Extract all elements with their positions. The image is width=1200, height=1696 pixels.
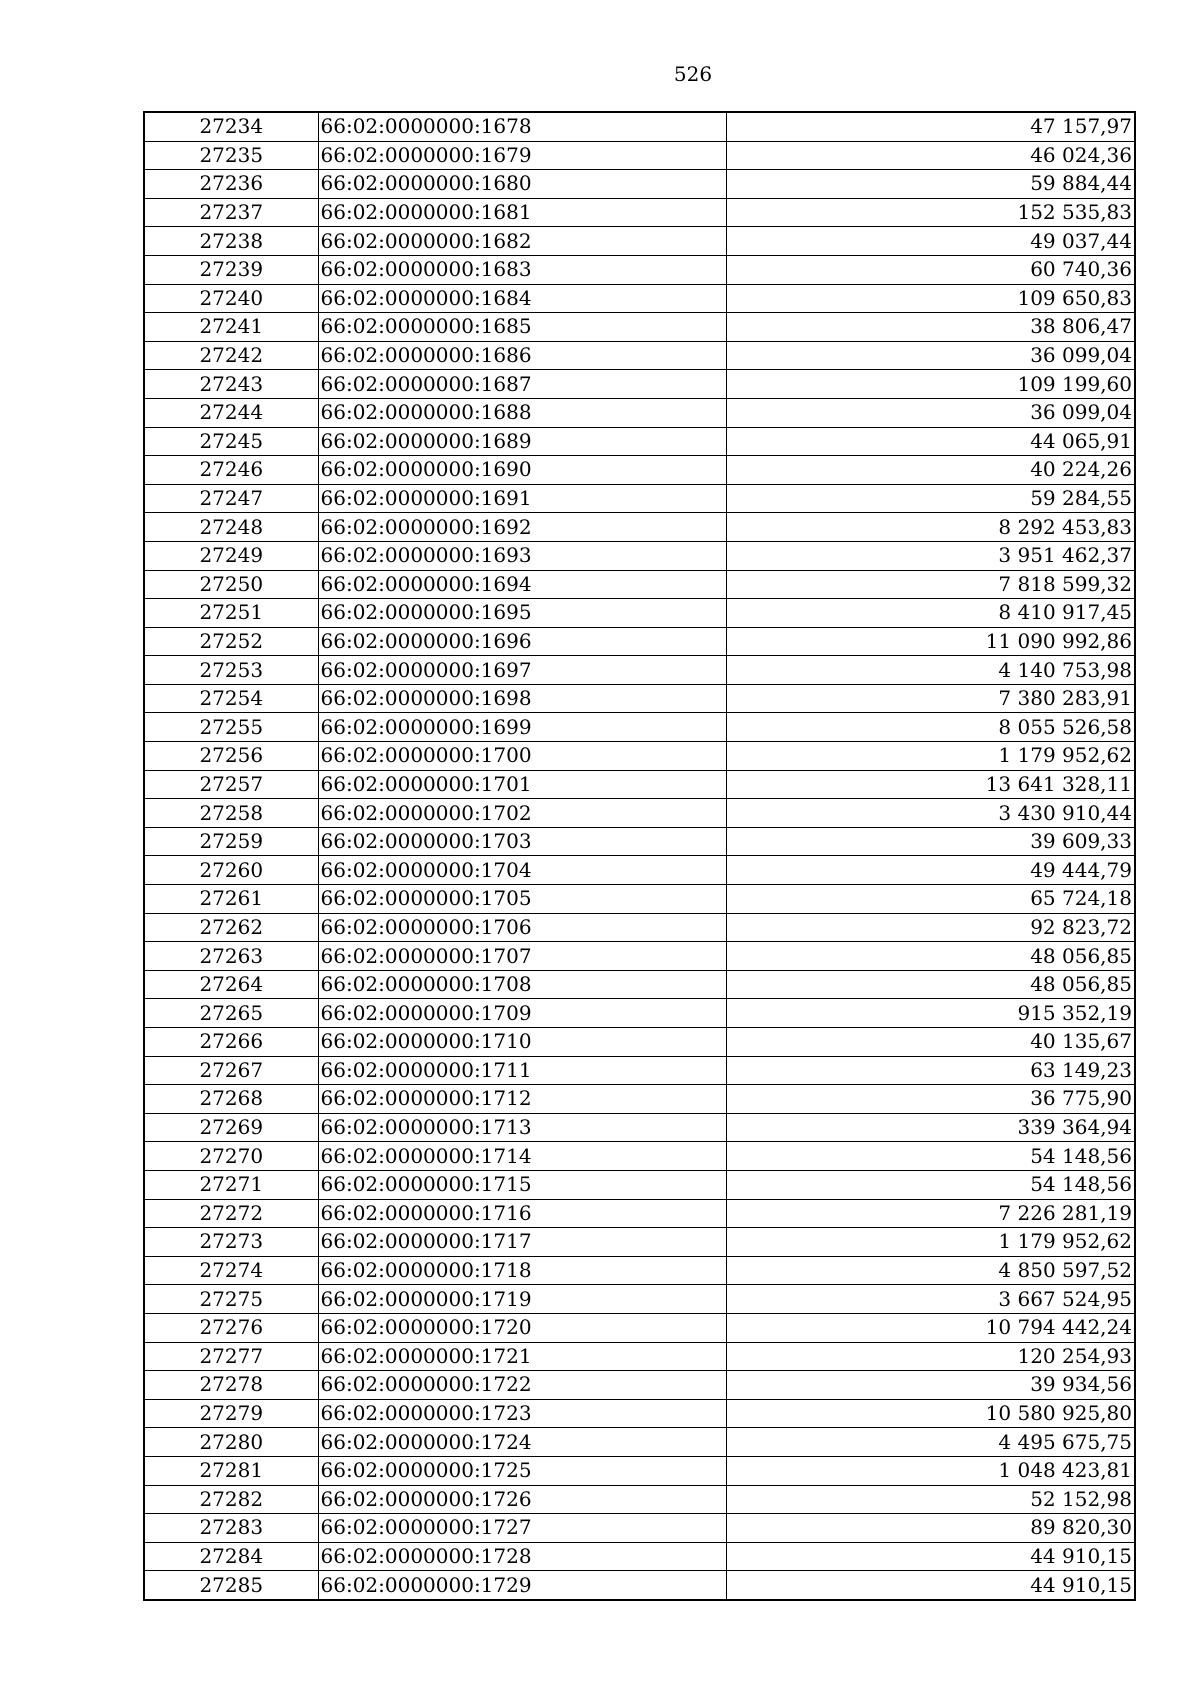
row-number-cell: 27252 — [144, 627, 318, 656]
cadastral-number-cell: 66:02:0000000:1717 — [318, 1228, 726, 1257]
table-row — [144, 370, 1135, 399]
value-cell: 40 224,26 — [726, 456, 1135, 485]
cadastral-number-cell: 66:02:0000000:1685 — [318, 313, 726, 342]
cadastral-number-cell: 66:02:0000000:1721 — [318, 1342, 726, 1371]
row-number-cell: 27235 — [144, 141, 318, 170]
cadastral-number-cell: 66:02:0000000:1681 — [318, 198, 726, 227]
cadastral-number-cell: 66:02:0000000:1689 — [318, 427, 726, 456]
cadastral-number-cell: 66:02:0000000:1712 — [318, 1085, 726, 1114]
table-row — [144, 1485, 1135, 1514]
value-cell: 60 740,36 — [726, 255, 1135, 284]
value-cell: 13 641 328,11 — [726, 770, 1135, 799]
table-row — [144, 112, 1135, 141]
row-number-cell: 27268 — [144, 1085, 318, 1114]
row-number-cell: 27265 — [144, 999, 318, 1028]
table-row — [144, 1256, 1135, 1285]
value-cell: 54 148,56 — [726, 1142, 1135, 1171]
value-cell: 109 199,60 — [726, 370, 1135, 399]
cadastral-number-cell: 66:02:0000000:1705 — [318, 885, 726, 914]
cadastral-number-cell: 66:02:0000000:1726 — [318, 1485, 726, 1514]
value-cell: 49 037,44 — [726, 227, 1135, 256]
value-cell: 8 292 453,83 — [726, 513, 1135, 542]
cadastral-number-cell: 66:02:0000000:1698 — [318, 684, 726, 713]
cadastral-number-cell: 66:02:0000000:1707 — [318, 942, 726, 971]
row-number-cell: 27269 — [144, 1113, 318, 1142]
cadastral-number-cell: 66:02:0000000:1704 — [318, 856, 726, 885]
table-row — [144, 313, 1135, 342]
value-cell: 36 775,90 — [726, 1085, 1135, 1114]
row-number-cell: 27262 — [144, 913, 318, 942]
table-row — [144, 942, 1135, 971]
value-cell: 39 934,56 — [726, 1371, 1135, 1400]
cadastral-number-cell: 66:02:0000000:1688 — [318, 398, 726, 427]
cadastral-number-cell: 66:02:0000000:1691 — [318, 484, 726, 513]
row-number-cell: 27264 — [144, 970, 318, 999]
value-cell: 48 056,85 — [726, 970, 1135, 999]
table-row — [144, 1542, 1135, 1571]
cadastral-number-cell: 66:02:0000000:1699 — [318, 713, 726, 742]
row-number-cell: 27253 — [144, 656, 318, 685]
cadastral-number-cell: 66:02:0000000:1720 — [318, 1313, 726, 1342]
table-row — [144, 1228, 1135, 1257]
value-cell: 36 099,04 — [726, 398, 1135, 427]
row-number-cell: 27263 — [144, 942, 318, 971]
cadastral-number-cell: 66:02:0000000:1701 — [318, 770, 726, 799]
row-number-cell: 27280 — [144, 1428, 318, 1457]
row-number-cell: 27274 — [144, 1256, 318, 1285]
table-row — [144, 827, 1135, 856]
value-cell: 63 149,23 — [726, 1056, 1135, 1085]
row-number-cell: 27237 — [144, 198, 318, 227]
cadastral-number-cell: 66:02:0000000:1724 — [318, 1428, 726, 1457]
table-row — [144, 541, 1135, 570]
table-row — [144, 427, 1135, 456]
row-number-cell: 27260 — [144, 856, 318, 885]
page-number: 526 — [673, 62, 713, 86]
table-row — [144, 1342, 1135, 1371]
cadastral-number-cell: 66:02:0000000:1708 — [318, 970, 726, 999]
cadastral-number-cell: 66:02:0000000:1713 — [318, 1113, 726, 1142]
table-row — [144, 1428, 1135, 1457]
value-cell: 49 444,79 — [726, 856, 1135, 885]
row-number-cell: 27243 — [144, 370, 318, 399]
row-number-cell: 27271 — [144, 1170, 318, 1199]
table-row — [144, 1113, 1135, 1142]
cadastral-number-cell: 66:02:0000000:1684 — [318, 284, 726, 313]
value-cell: 46 024,36 — [726, 141, 1135, 170]
row-number-cell: 27250 — [144, 570, 318, 599]
value-cell: 44 065,91 — [726, 427, 1135, 456]
row-number-cell: 27282 — [144, 1485, 318, 1514]
row-number-cell: 27277 — [144, 1342, 318, 1371]
row-number-cell: 27266 — [144, 1028, 318, 1057]
value-cell: 339 364,94 — [726, 1113, 1135, 1142]
row-number-cell: 27276 — [144, 1313, 318, 1342]
value-cell: 47 157,97 — [726, 112, 1135, 141]
cadastral-number-cell: 66:02:0000000:1703 — [318, 827, 726, 856]
cadastral-number-cell: 66:02:0000000:1723 — [318, 1399, 726, 1428]
table-row — [144, 1285, 1135, 1314]
row-number-cell: 27236 — [144, 170, 318, 199]
value-cell: 44 910,15 — [726, 1571, 1135, 1600]
value-cell: 48 056,85 — [726, 942, 1135, 971]
row-number-cell: 27259 — [144, 827, 318, 856]
value-cell: 38 806,47 — [726, 313, 1135, 342]
row-number-cell: 27242 — [144, 341, 318, 370]
row-number-cell: 27251 — [144, 599, 318, 628]
table-row — [144, 1399, 1135, 1428]
cadastral-number-cell: 66:02:0000000:1682 — [318, 227, 726, 256]
row-number-cell: 27281 — [144, 1456, 318, 1485]
row-number-cell: 27279 — [144, 1399, 318, 1428]
row-number-cell: 27255 — [144, 713, 318, 742]
value-cell: 7 380 283,91 — [726, 684, 1135, 713]
cadastral-number-cell: 66:02:0000000:1692 — [318, 513, 726, 542]
table-row — [144, 570, 1135, 599]
registry-table-body — [144, 112, 1135, 1600]
table-row — [144, 198, 1135, 227]
cadastral-number-cell: 66:02:0000000:1711 — [318, 1056, 726, 1085]
cadastral-number-cell: 66:02:0000000:1715 — [318, 1170, 726, 1199]
table-row — [144, 456, 1135, 485]
table-row — [144, 284, 1135, 313]
value-cell: 89 820,30 — [726, 1514, 1135, 1543]
value-cell: 36 099,04 — [726, 341, 1135, 370]
table-row — [144, 484, 1135, 513]
cadastral-number-cell: 66:02:0000000:1710 — [318, 1028, 726, 1057]
table-row — [144, 770, 1135, 799]
row-number-cell: 27238 — [144, 227, 318, 256]
table-row — [144, 227, 1135, 256]
value-cell: 52 152,98 — [726, 1485, 1135, 1514]
cadastral-number-cell: 66:02:0000000:1706 — [318, 913, 726, 942]
table-row — [144, 627, 1135, 656]
value-cell: 65 724,18 — [726, 885, 1135, 914]
row-number-cell: 27284 — [144, 1542, 318, 1571]
table-row — [144, 742, 1135, 771]
table-row — [144, 1199, 1135, 1228]
cadastral-number-cell: 66:02:0000000:1700 — [318, 742, 726, 771]
row-number-cell: 27256 — [144, 742, 318, 771]
table-row — [144, 1371, 1135, 1400]
table-row — [144, 970, 1135, 999]
row-number-cell: 27245 — [144, 427, 318, 456]
value-cell: 915 352,19 — [726, 999, 1135, 1028]
cadastral-number-cell: 66:02:0000000:1680 — [318, 170, 726, 199]
cadastral-number-cell: 66:02:0000000:1722 — [318, 1371, 726, 1400]
row-number-cell: 27258 — [144, 799, 318, 828]
cadastral-number-cell: 66:02:0000000:1728 — [318, 1542, 726, 1571]
row-number-cell: 27257 — [144, 770, 318, 799]
row-number-cell: 27261 — [144, 885, 318, 914]
table-row — [144, 799, 1135, 828]
row-number-cell: 27267 — [144, 1056, 318, 1085]
value-cell: 7 818 599,32 — [726, 570, 1135, 599]
cadastral-number-cell: 66:02:0000000:1687 — [318, 370, 726, 399]
table-row — [144, 1085, 1135, 1114]
value-cell: 4 495 675,75 — [726, 1428, 1135, 1457]
row-number-cell: 27285 — [144, 1571, 318, 1600]
registry-table — [143, 111, 1136, 1601]
value-cell: 152 535,83 — [726, 198, 1135, 227]
table-row — [144, 913, 1135, 942]
value-cell: 1 179 952,62 — [726, 1228, 1135, 1257]
row-number-cell: 27278 — [144, 1371, 318, 1400]
table-row — [144, 398, 1135, 427]
cadastral-number-cell: 66:02:0000000:1727 — [318, 1514, 726, 1543]
value-cell: 92 823,72 — [726, 913, 1135, 942]
table-row — [144, 1313, 1135, 1342]
value-cell: 3 951 462,37 — [726, 541, 1135, 570]
row-number-cell: 27248 — [144, 513, 318, 542]
table-row — [144, 684, 1135, 713]
value-cell: 4 140 753,98 — [726, 656, 1135, 685]
value-cell: 39 609,33 — [726, 827, 1135, 856]
table-row — [144, 1514, 1135, 1543]
row-number-cell: 27283 — [144, 1514, 318, 1543]
table-row — [144, 885, 1135, 914]
cadastral-number-cell: 66:02:0000000:1725 — [318, 1456, 726, 1485]
value-cell: 8 055 526,58 — [726, 713, 1135, 742]
cadastral-number-cell: 66:02:0000000:1716 — [318, 1199, 726, 1228]
cadastral-number-cell: 66:02:0000000:1718 — [318, 1256, 726, 1285]
table-row — [144, 713, 1135, 742]
cadastral-number-cell: 66:02:0000000:1696 — [318, 627, 726, 656]
row-number-cell: 27240 — [144, 284, 318, 313]
value-cell: 4 850 597,52 — [726, 1256, 1135, 1285]
row-number-cell: 27249 — [144, 541, 318, 570]
table-row — [144, 513, 1135, 542]
value-cell: 54 148,56 — [726, 1170, 1135, 1199]
table-row — [144, 170, 1135, 199]
table-row — [144, 1170, 1135, 1199]
cadastral-number-cell: 66:02:0000000:1719 — [318, 1285, 726, 1314]
cadastral-number-cell: 66:02:0000000:1714 — [318, 1142, 726, 1171]
value-cell: 120 254,93 — [726, 1342, 1135, 1371]
table-row — [144, 1056, 1135, 1085]
table-row — [144, 1571, 1135, 1600]
table-row — [144, 656, 1135, 685]
value-cell: 7 226 281,19 — [726, 1199, 1135, 1228]
row-number-cell: 27246 — [144, 456, 318, 485]
row-number-cell: 27254 — [144, 684, 318, 713]
table-row — [144, 141, 1135, 170]
table-row — [144, 255, 1135, 284]
table-row — [144, 1028, 1135, 1057]
row-number-cell: 27239 — [144, 255, 318, 284]
value-cell: 10 794 442,24 — [726, 1313, 1135, 1342]
cadastral-number-cell: 66:02:0000000:1683 — [318, 255, 726, 284]
row-number-cell: 27234 — [144, 112, 318, 141]
table-row — [144, 1142, 1135, 1171]
table-row — [144, 599, 1135, 628]
cadastral-number-cell: 66:02:0000000:1729 — [318, 1571, 726, 1600]
cadastral-number-cell: 66:02:0000000:1694 — [318, 570, 726, 599]
value-cell: 10 580 925,80 — [726, 1399, 1135, 1428]
value-cell: 8 410 917,45 — [726, 599, 1135, 628]
value-cell: 3 667 524,95 — [726, 1285, 1135, 1314]
table-row — [144, 999, 1135, 1028]
row-number-cell: 27275 — [144, 1285, 318, 1314]
value-cell: 44 910,15 — [726, 1542, 1135, 1571]
row-number-cell: 27270 — [144, 1142, 318, 1171]
value-cell: 1 048 423,81 — [726, 1456, 1135, 1485]
cadastral-number-cell: 66:02:0000000:1702 — [318, 799, 726, 828]
value-cell: 109 650,83 — [726, 284, 1135, 313]
cadastral-number-cell: 66:02:0000000:1678 — [318, 112, 726, 141]
table-row — [144, 341, 1135, 370]
table-row — [144, 1456, 1135, 1485]
row-number-cell: 27244 — [144, 398, 318, 427]
row-number-cell: 27273 — [144, 1228, 318, 1257]
cadastral-number-cell: 66:02:0000000:1697 — [318, 656, 726, 685]
cadastral-number-cell: 66:02:0000000:1679 — [318, 141, 726, 170]
value-cell: 11 090 992,86 — [726, 627, 1135, 656]
cadastral-number-cell: 66:02:0000000:1709 — [318, 999, 726, 1028]
value-cell: 59 884,44 — [726, 170, 1135, 199]
row-number-cell: 27272 — [144, 1199, 318, 1228]
value-cell: 59 284,55 — [726, 484, 1135, 513]
row-number-cell: 27247 — [144, 484, 318, 513]
value-cell: 40 135,67 — [726, 1028, 1135, 1057]
cadastral-number-cell: 66:02:0000000:1695 — [318, 599, 726, 628]
cadastral-number-cell: 66:02:0000000:1690 — [318, 456, 726, 485]
value-cell: 3 430 910,44 — [726, 799, 1135, 828]
value-cell: 1 179 952,62 — [726, 742, 1135, 771]
cadastral-number-cell: 66:02:0000000:1693 — [318, 541, 726, 570]
table-row — [144, 856, 1135, 885]
cadastral-number-cell: 66:02:0000000:1686 — [318, 341, 726, 370]
row-number-cell: 27241 — [144, 313, 318, 342]
